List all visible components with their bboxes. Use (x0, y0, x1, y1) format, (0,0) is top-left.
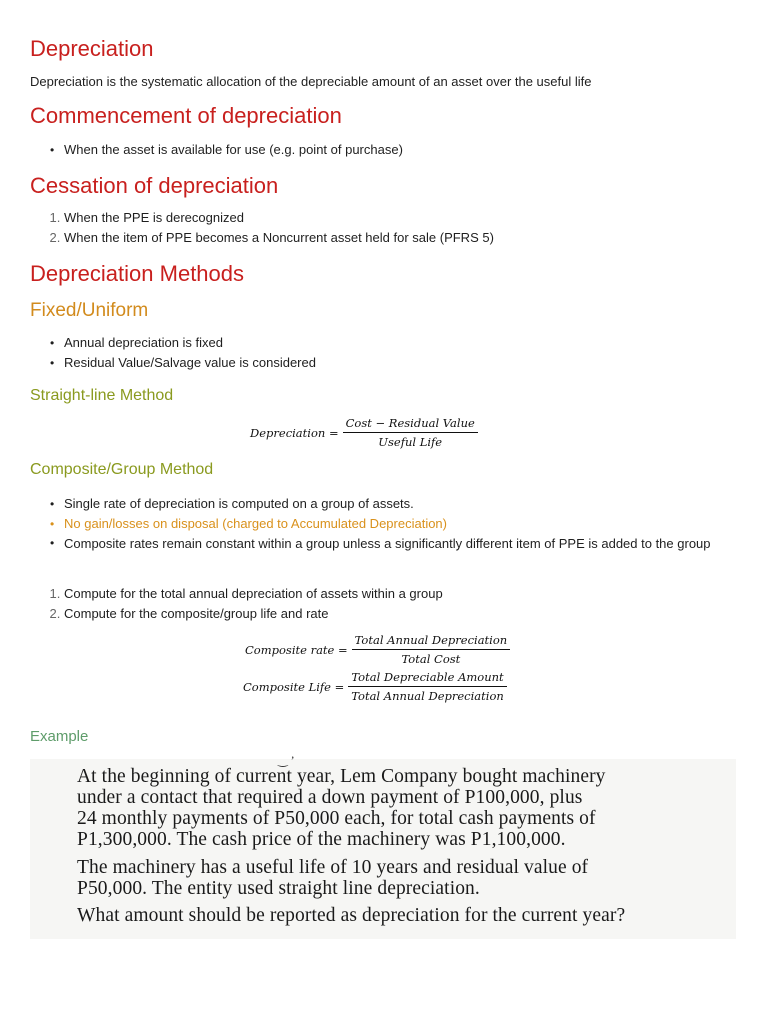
heading-depreciation-methods: Depreciation Methods (30, 261, 245, 286)
heading-fixed-uniform: Fixed/Uniform (30, 300, 149, 321)
list-item: • When the asset is available for use (e.g. point of purchase) (64, 140, 403, 160)
formula-denominator: Total Annual Depreciation (351, 689, 504, 703)
list-item: • Single rate of depreciation is computed on a group of assets. (64, 494, 764, 514)
heading-composite: Composite/Group Method (30, 461, 214, 478)
formula-numerator: Total Annual Depreciation (352, 633, 511, 650)
formula-numerator: Total Depreciable Amount (348, 670, 506, 687)
heading-straight-line: Straight-line Method (30, 387, 174, 404)
formula-lhs: Depreciation = (250, 425, 339, 440)
formula-composite-life (243, 670, 507, 703)
scan-line: P1,300,000. The cash price of the machinery was P1,100,000. (77, 829, 566, 850)
scan-line: At the beginning of current year, Lem Company bought machinery (77, 766, 606, 787)
composite-steps (30, 584, 443, 624)
commencement-list (30, 140, 403, 160)
formula-lhs: Composite Life = (243, 679, 345, 694)
list-item: • Annual depreciation is fixed (64, 333, 316, 353)
formula-fraction (343, 416, 478, 449)
list-item-highlight: • No gain/losses on disposal (charged to Accumulated Depreciation) (64, 514, 764, 534)
formula-composite-rate (245, 633, 510, 666)
cessation-list (30, 208, 494, 248)
list-item: • Composite rates remain constant within a group unless a significantly different item of PPE is added to the group (64, 534, 764, 553)
heading-example: Example (30, 728, 89, 745)
scan-artifact: ‿ ’ (278, 753, 295, 767)
scan-line: What amount should be reported as depreciation for the current year? (77, 905, 626, 926)
scan-line: P50,000. The entity used straight line depreciation. (77, 878, 480, 899)
formula-straight-line (250, 416, 478, 449)
list-item: 1. When the PPE is derecognized (64, 208, 494, 228)
heading-depreciation: Depreciation (30, 36, 154, 61)
list-item: • Residual Value/Salvage value is considered (64, 353, 316, 373)
composite-list (30, 494, 764, 553)
formula-denominator: Total Cost (401, 652, 461, 666)
scan-line: The machinery has a useful life of 10 years and residual value of (77, 857, 589, 878)
formula-numerator: Cost − Residual Value (343, 416, 478, 433)
example-scanned-image (30, 753, 736, 939)
depreciation-definition: Depreciation is the systematic allocation of the depreciable amount of an asset over the useful life (30, 74, 592, 89)
formula-lhs: Composite rate = (245, 642, 348, 657)
scan-line: under a contact that required a down payment of P100,000, plus (77, 787, 583, 808)
list-item: 1. Compute for the total annual depreciation of assets within a group (64, 584, 443, 604)
list-item: 2. Compute for the composite/group life and rate (64, 604, 443, 624)
scan-line: 24 monthly payments of P50,000 each, for total cash payments of (77, 808, 596, 829)
formula-denominator: Useful Life (378, 435, 443, 449)
fixed-list (30, 333, 316, 373)
formula-fraction (352, 633, 511, 666)
formula-fraction (348, 670, 507, 703)
list-item: 2. When the item of PPE becomes a Noncurrent asset held for sale (PFRS 5) (64, 228, 494, 248)
heading-cessation: Cessation of depreciation (30, 173, 279, 198)
heading-commencement: Commencement of depreciation (30, 103, 342, 128)
